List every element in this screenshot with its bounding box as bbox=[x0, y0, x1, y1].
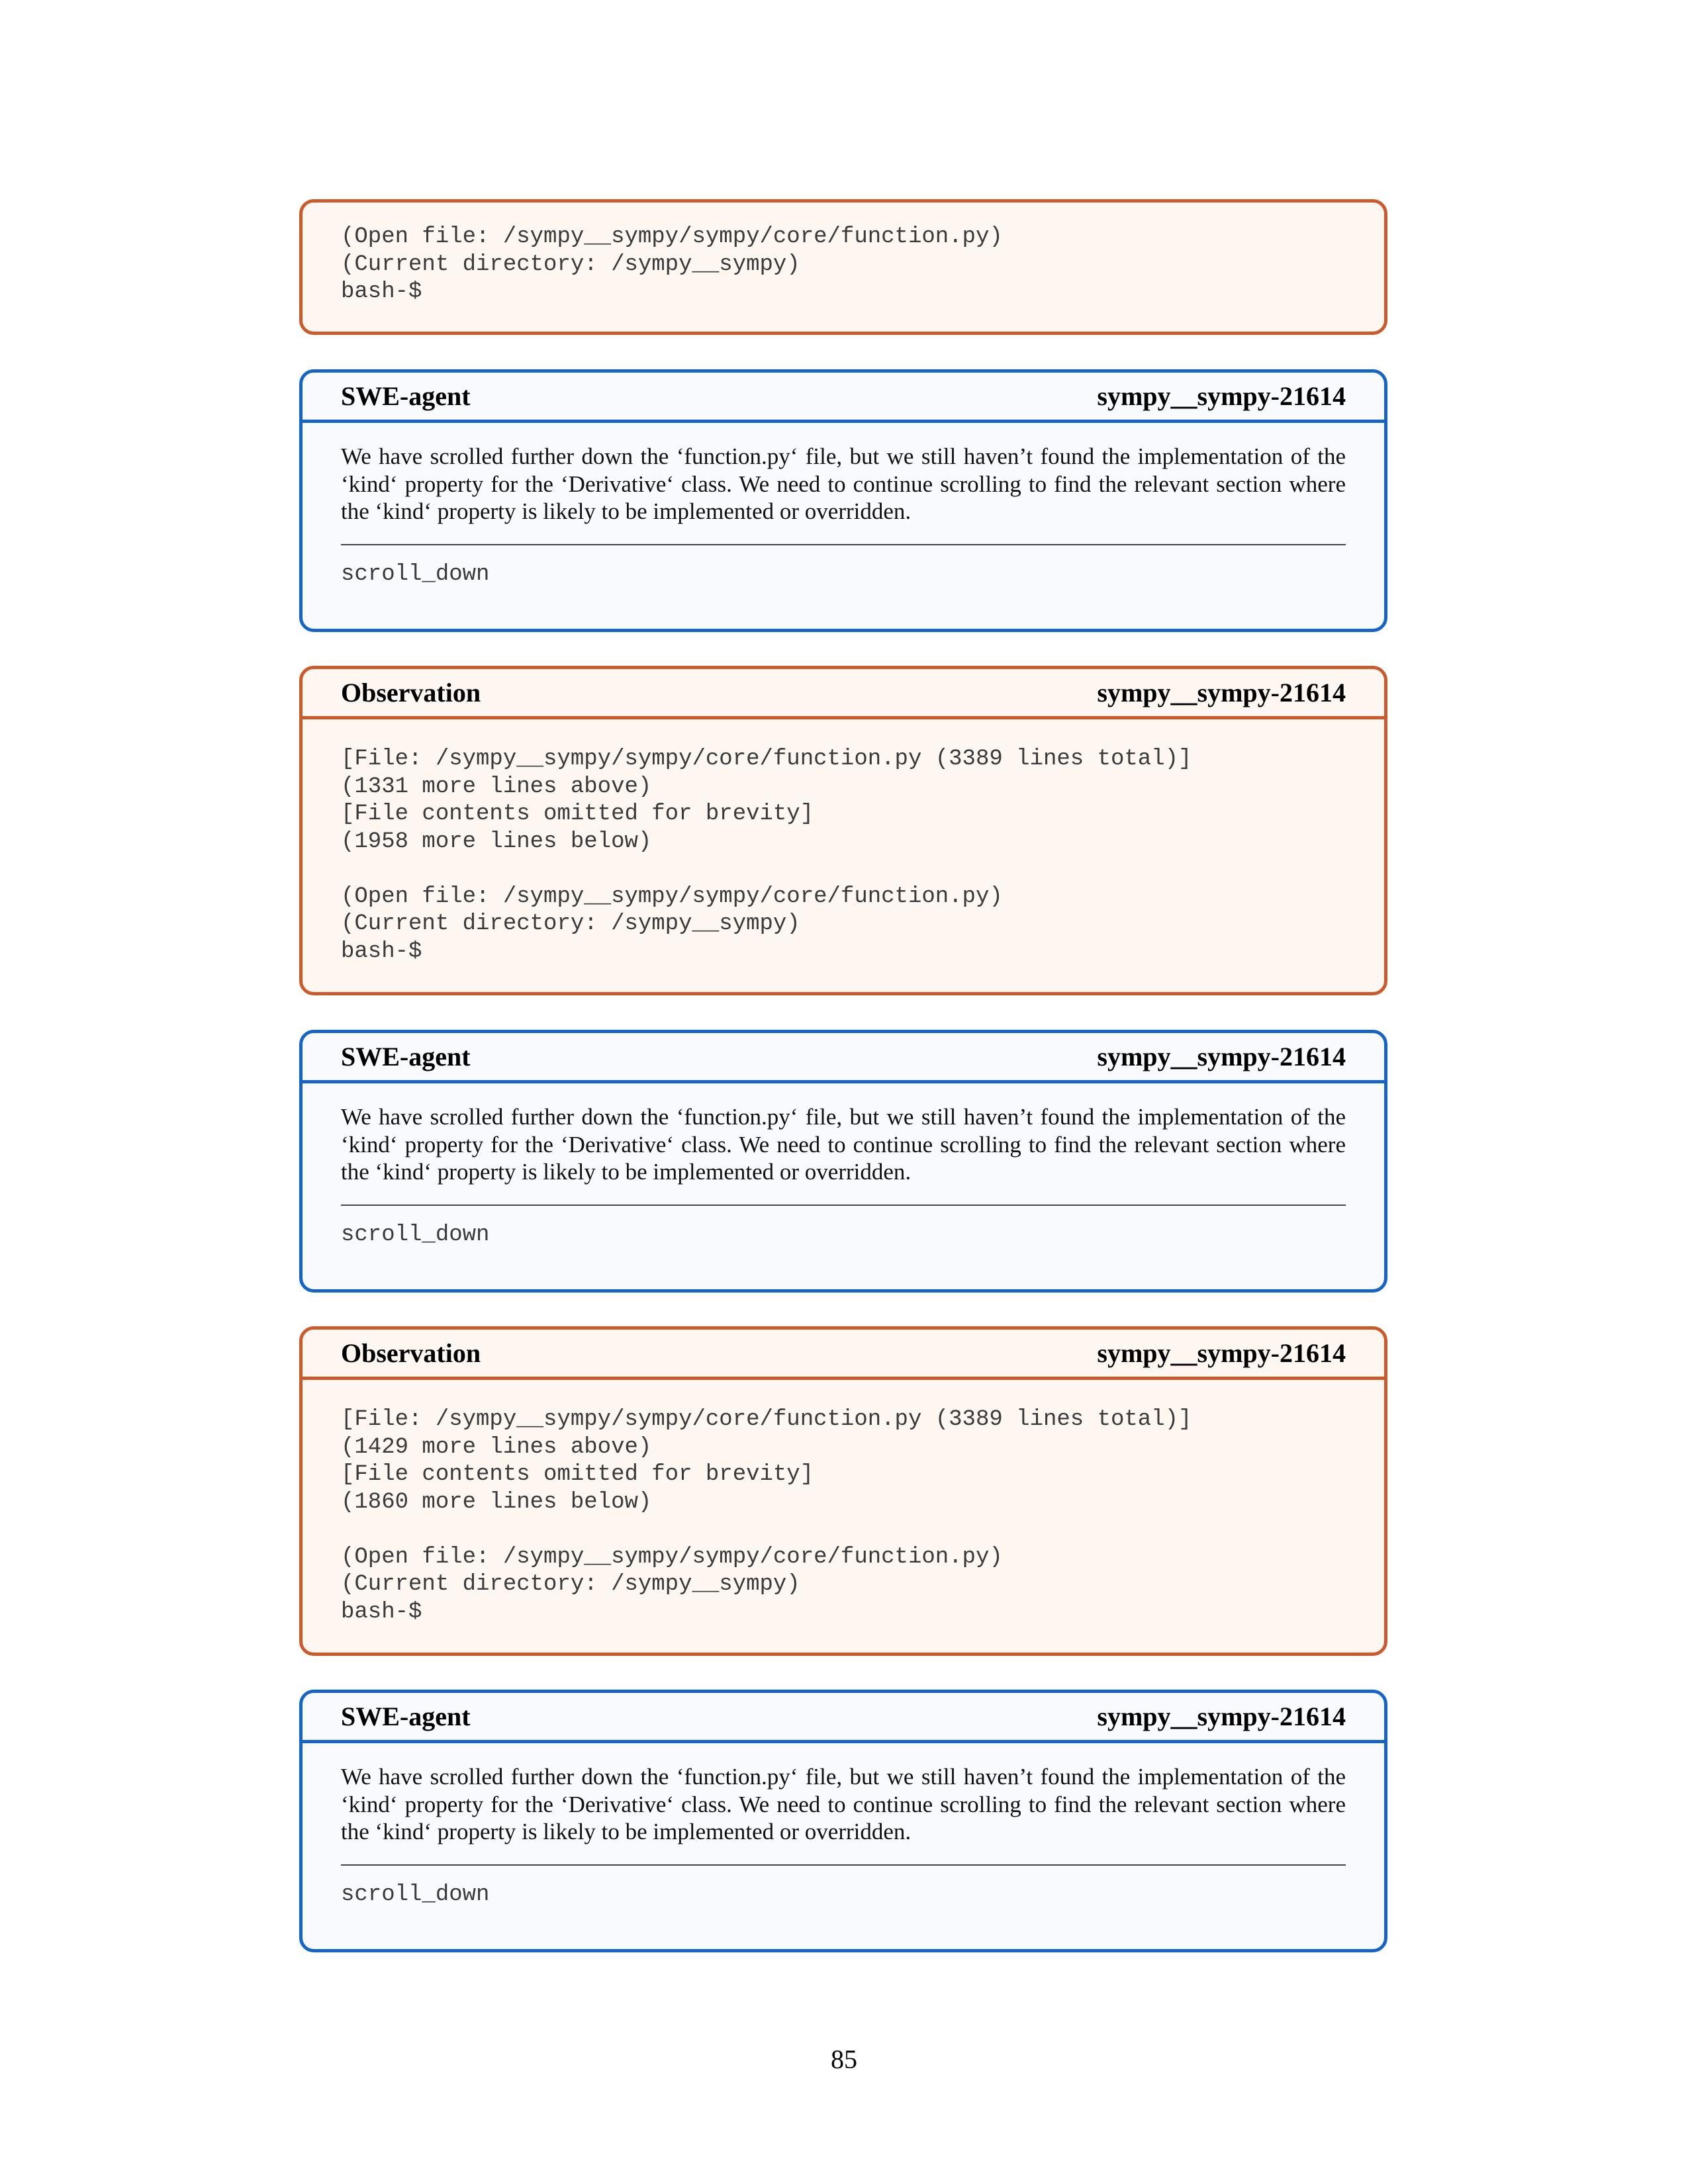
output-line: (1860 more lines below) bbox=[341, 1489, 652, 1515]
output-line: bash-$ bbox=[341, 1599, 422, 1625]
divider bbox=[341, 544, 1346, 545]
output-line: (Open file: /sympy__sympy/sympy/core/function.py) bbox=[341, 224, 1003, 250]
instance-id: sympy__sympy-21614 bbox=[1097, 1702, 1346, 1731]
output-line: bash-$ bbox=[341, 279, 422, 304]
output-line: bash-$ bbox=[341, 938, 422, 964]
observation-header bbox=[303, 669, 1384, 719]
agent-box bbox=[299, 1030, 1387, 1293]
agent-title: SWE-agent bbox=[341, 1042, 471, 1071]
observation-title: Observation bbox=[341, 678, 481, 707]
output-line: (Current directory: /sympy__sympy) bbox=[341, 251, 800, 277]
output-line: (1958 more lines below) bbox=[341, 829, 652, 854]
output-line: (1331 more lines above) bbox=[341, 774, 652, 799]
output-line: [File contents omitted for brevity] bbox=[341, 801, 814, 827]
agent-thought: We have scrolled further down the ‘function.py‘ file, but we still haven’t found the implementation of the ‘kind‘ property for the ‘Derivative‘ class. We need to continue scrolling to find the relevant section where the ‘kind‘ property is likely to be implemented or overridden. bbox=[341, 1764, 1346, 1844]
output-line: [File: /sympy__sympy/sympy/core/function.py (3389 lines total)] bbox=[341, 1407, 1192, 1432]
output-line: [File: /sympy__sympy/sympy/core/function.py (3389 lines total)] bbox=[341, 747, 1192, 772]
agent-title: SWE-agent bbox=[341, 1702, 471, 1731]
agent-header bbox=[303, 1033, 1384, 1083]
divider bbox=[341, 1205, 1346, 1206]
observation-header bbox=[303, 1330, 1384, 1380]
observation-box-tail bbox=[299, 199, 1387, 335]
instance-id: sympy__sympy-21614 bbox=[1097, 1338, 1346, 1368]
instance-id: sympy__sympy-21614 bbox=[1097, 678, 1346, 707]
observation-box bbox=[299, 1326, 1387, 1656]
output-line: (Current directory: /sympy__sympy) bbox=[341, 1572, 800, 1597]
agent-thought: We have scrolled further down the ‘function.py‘ file, but we still haven’t found the implementation of the ‘kind‘ property for the ‘Derivative‘ class. We need to continue scrolling to find the relevant section where the ‘kind‘ property is likely to be implemented or overridden. bbox=[341, 1104, 1346, 1185]
observation-output bbox=[341, 1406, 1346, 1626]
agent-thought: We have scrolled further down the ‘function.py‘ file, but we still haven’t found the implementation of the ‘kind‘ property for the ‘Derivative‘ class. We need to continue scrolling to find the relevant section where the ‘kind‘ property is likely to be implemented or overridden. bbox=[341, 443, 1346, 524]
agent-header bbox=[303, 1693, 1384, 1743]
page-number: 85 bbox=[831, 2044, 857, 2074]
observation-output bbox=[341, 224, 1346, 306]
observation-title: Observation bbox=[341, 1338, 481, 1368]
agent-header bbox=[303, 373, 1384, 423]
agent-box bbox=[299, 369, 1387, 632]
observation-box bbox=[299, 666, 1387, 995]
output-line: (Open file: /sympy__sympy/sympy/core/function.py) bbox=[341, 884, 1003, 909]
instance-id: sympy__sympy-21614 bbox=[1097, 381, 1346, 411]
instance-id: sympy__sympy-21614 bbox=[1097, 1042, 1346, 1071]
agent-command: scroll_down bbox=[341, 561, 490, 587]
agent-title: SWE-agent bbox=[341, 381, 471, 411]
divider bbox=[341, 1864, 1346, 1866]
agent-command: scroll_down bbox=[341, 1882, 490, 1907]
observation-output bbox=[341, 746, 1346, 966]
agent-box bbox=[299, 1690, 1387, 1952]
output-line: [File contents omitted for brevity] bbox=[341, 1462, 814, 1487]
output-line: (1429 more lines above) bbox=[341, 1434, 652, 1460]
output-line: (Open file: /sympy__sympy/sympy/core/function.py) bbox=[341, 1544, 1003, 1570]
output-line: (Current directory: /sympy__sympy) bbox=[341, 911, 800, 936]
agent-command: scroll_down bbox=[341, 1222, 490, 1248]
